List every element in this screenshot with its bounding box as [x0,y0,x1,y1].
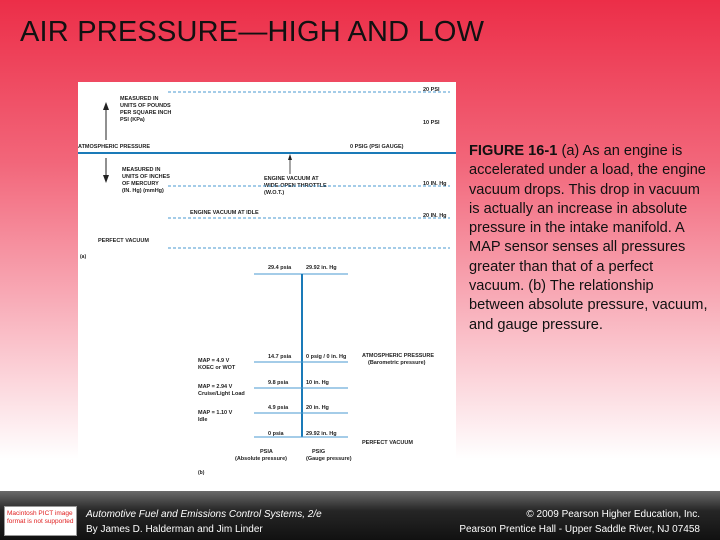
b-row-4-psig: 29.92 in. Hg [306,431,337,437]
b-psia-sub: (Absolute pressure) [235,456,287,462]
a-wot-1: ENGINE VACUUM AT [264,176,319,182]
publisher-logo: Macintosh PICT image format is not supported [4,506,77,536]
a-atmospheric: ATMOSPHERIC PRESSURE [78,144,151,150]
b-row-3-psia: 4.9 psia [268,405,289,411]
b-map3-1: MAP = 1.10 V [198,410,233,416]
b-map3-2: Idle [198,417,208,423]
a-measured-hg-3: OF MERCURY [122,181,159,187]
authors: By James D. Halderman and Jim Linder [86,524,263,535]
b-psia-top: 29.4 psia [268,265,292,271]
b-baro: (Barometric pressure) [368,360,426,366]
figure-caption [469,142,709,335]
b-map1-2: KOEC or WOT [198,365,236,371]
b-row-4-psia: 0 psia [268,431,284,437]
a-gauge-zero: 0 PSIG (PSI GAUGE) [350,144,404,150]
caption-figure-number: FIGURE 16-1 [469,143,558,159]
b-map2-1: MAP = 2.94 V [198,384,233,390]
a-measured-hg-1: MEASURED IN [122,167,161,173]
b-row-2-psig: 10 in. Hg [306,380,329,386]
b-perfect: PERFECT VACUUM [362,440,413,446]
a-psi-mid: 10 PSI [423,120,440,126]
footer-left [86,507,322,537]
footer-bar [0,491,720,540]
b-psig-label: PSIG [312,449,326,455]
figure-part-b [198,265,434,476]
a-measured-hg-4: (IN. Hg) (mmHg) [122,188,164,194]
a-measured-psi-3: PER SQUARE INCH [120,110,172,116]
a-measured-psi-4: PSI (KPa) [120,117,145,123]
a-perfect: PERFECT VACUUM [98,238,149,244]
a-measured-psi-1: MEASURED IN [120,96,159,102]
a-label: (a) [80,254,87,260]
a-measured-hg-2: UNITS OF INCHES [122,174,170,180]
a-hg10: 10 IN. Hg [423,181,447,187]
figure-part-a [78,87,456,260]
publisher: Pearson Prentice Hall - Upper Saddle River, NJ 07458 [459,524,700,535]
b-map1-1: MAP = 4.9 V [198,358,230,364]
book-title: Automotive Fuel and Emissions Control Systems, 2/e [86,509,322,520]
caption-text: (a) As an engine is accelerated under a load, the engine vacuum drops. This drop in vacuum is actually an increase in absolute pressure in the intake manifold. A MAP sensor senses all pressures greater than that of a perfect vacuum. (b) The relationship between absolute pressure, vacuum, and gauge pressure. [469,143,708,333]
b-atm: ATMOSPHERIC PRESSURE [362,353,435,359]
b-row-1-psia: 14.7 psia [268,354,292,360]
footer-right [459,507,700,537]
slide-title: AIR PRESSURE—HIGH AND LOW [20,16,485,48]
b-map2-2: Cruise/Light Load [198,391,245,397]
b-row-3-psig: 20 in. Hg [306,405,329,411]
a-idle: ENGINE VACUUM AT IDLE [190,210,259,216]
b-row-1-psig: 0 psig / 0 in. Hg [306,354,347,360]
copyright: © 2009 Pearson Higher Education, Inc. [526,509,700,520]
figure-image [78,82,456,487]
b-psia-label: PSIA [260,449,273,455]
a-wot-2: WIDE-OPEN THROTTLE [264,183,327,189]
b-label: (b) [198,470,205,476]
a-psi-top: 20 PSI [423,87,440,93]
b-row-2-psia: 9.8 psia [268,380,289,386]
b-psig-sub: (Gauge pressure) [306,456,352,462]
a-measured-psi-2: UNITS OF POUNDS [120,103,171,109]
b-hg-top: 29.92 in. Hg [306,265,337,271]
a-wot-3: (W.O.T.) [264,190,285,196]
a-hg20: 20 IN. Hg [423,213,447,219]
